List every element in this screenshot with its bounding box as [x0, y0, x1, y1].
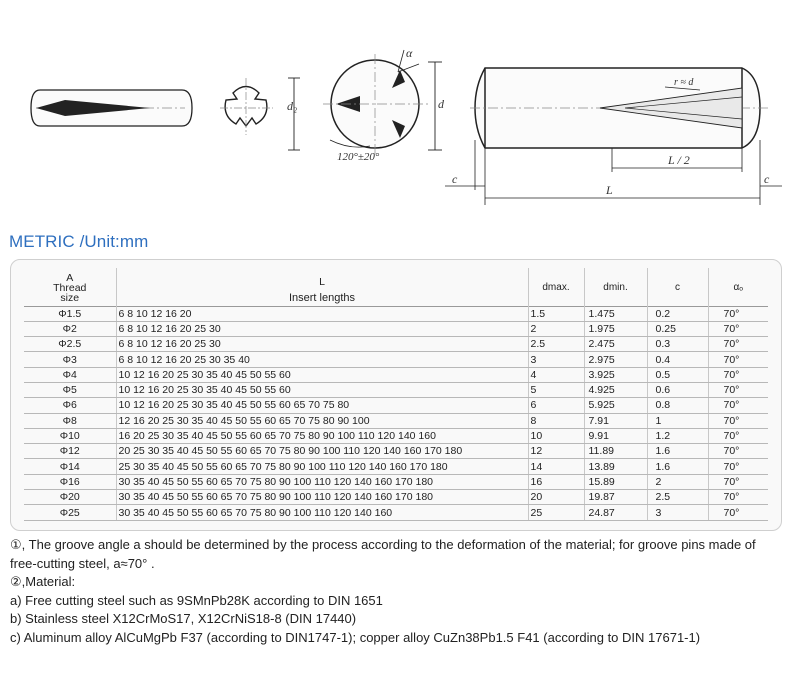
table-row	[24, 505, 768, 520]
cell-a: Φ4	[24, 367, 116, 382]
cell-l: 20 25 30 35 40 45 50 55 60 65 70 75 80 90 100 110 120 140 160 170 180	[116, 444, 528, 459]
cell-l: 30 35 40 45 50 55 60 65 70 75 80 90 100 110 120 140 160	[116, 505, 528, 520]
cell-alpha: 70°	[708, 382, 768, 397]
cell-c: 0.5	[647, 367, 708, 382]
cell-dmin: 9.91	[584, 428, 647, 443]
alpha-label: α	[406, 46, 413, 60]
cell-alpha: 70°	[708, 474, 768, 489]
cell-dmin: 19.87	[584, 490, 647, 505]
cell-a: Φ25	[24, 505, 116, 520]
cell-dmin: 2.475	[584, 337, 647, 352]
cell-dmax: 20	[528, 490, 584, 505]
cell-alpha: 70°	[708, 490, 768, 505]
table-row	[24, 382, 768, 397]
cell-c: 0.2	[647, 306, 708, 321]
cell-l: 6 8 10 12 16 20 25 30	[116, 321, 528, 336]
note-material-b: b) Stainless steel X12CrMoS17, X12CrNiS18-8 (DIN 17440)	[10, 611, 357, 626]
header-insert-lengths	[116, 268, 528, 306]
notes	[10, 536, 785, 647]
header-size: size	[60, 291, 80, 304]
cell-c: 0.4	[647, 352, 708, 367]
cell-c: 0.3	[647, 337, 708, 352]
cell-a: Φ12	[24, 444, 116, 459]
table-row	[24, 367, 768, 382]
cell-alpha: 70°	[708, 459, 768, 474]
cell-dmax: 14	[528, 459, 584, 474]
header-insert-lengths-label: Insert lengths	[288, 291, 356, 304]
c-left-label: c	[452, 172, 458, 186]
note-material-c: c) Aluminum alloy AlCuMgPb F37 (according to DIN1747-1); copper alloy CuZn38Pb1.5 F41 (according to DIN 17671-1)	[10, 629, 701, 645]
cell-dmin: 1.975	[584, 321, 647, 336]
cell-alpha: 70°	[708, 306, 768, 321]
table-row	[24, 337, 768, 352]
header-thread-size	[24, 268, 116, 306]
cell-dmax: 3	[528, 352, 584, 367]
cell-alpha: 70°	[708, 337, 768, 352]
cell-l: 30 35 40 45 50 55 60 65 70 75 80 90 100 110 120 140 160 170 180	[116, 474, 528, 489]
small-pin-side-view	[31, 90, 192, 126]
cell-dmin: 4.925	[584, 382, 647, 397]
c-right-label: c	[764, 172, 770, 186]
cell-c: 1.2	[647, 428, 708, 443]
cell-dmin: 1.475	[584, 306, 647, 321]
cell-dmax: 1.5	[528, 306, 584, 321]
cell-l: 16 20 25 30 35 40 45 50 55 60 65 70 75 80 90 100 110 120 140 160	[116, 428, 528, 443]
cell-l: 10 12 16 20 25 30 35 40 45 50 55 60	[116, 367, 528, 382]
cell-l: 6 8 10 12 16 20 25 30	[116, 337, 528, 352]
cell-a: Φ20	[24, 490, 116, 505]
cell-dmax: 2	[528, 321, 584, 336]
header-dmax: dmax.	[528, 268, 584, 306]
cell-l: 10 12 16 20 25 30 35 40 45 50 55 60	[116, 382, 528, 397]
cell-a: Φ3	[24, 352, 116, 367]
cell-a: Φ5	[24, 382, 116, 397]
cell-c: 2	[647, 474, 708, 489]
cell-c: 3	[647, 505, 708, 520]
table-row	[24, 490, 768, 505]
table-row	[24, 306, 768, 321]
cell-dmax: 10	[528, 428, 584, 443]
table-row	[24, 474, 768, 489]
spec-table	[24, 268, 768, 521]
groove-pin-drawing	[0, 0, 790, 215]
cell-dmax: 12	[528, 444, 584, 459]
header-thread: Thread	[53, 281, 87, 294]
cell-dmax: 16	[528, 474, 584, 489]
cell-alpha: 70°	[708, 367, 768, 382]
cell-dmin: 5.925	[584, 398, 647, 413]
note-material-heading: ②,Material:	[10, 574, 76, 589]
cell-a: Φ2	[24, 321, 116, 336]
table-row	[24, 459, 768, 474]
header-c: c	[647, 268, 708, 306]
cell-dmax: 6	[528, 398, 584, 413]
cell-a: Φ2.5	[24, 337, 116, 352]
radius-label: r ≈ d	[674, 77, 694, 88]
header-dmin: dmin.	[584, 268, 647, 306]
cell-dmax: 5	[528, 382, 584, 397]
section-title: METRIC /Unit:mm	[9, 232, 149, 251]
spec-table-panel	[10, 259, 782, 531]
cell-a: Φ1.5	[24, 306, 116, 321]
cell-dmax: 8	[528, 413, 584, 428]
cell-alpha: 70°	[708, 505, 768, 520]
cell-l: 25 30 35 40 45 50 55 60 65 70 75 80 90 100 110 120 140 160 170 180	[116, 459, 528, 474]
table-row	[24, 444, 768, 459]
cell-dmax: 2.5	[528, 337, 584, 352]
cell-dmin: 24.87	[584, 505, 647, 520]
half-length-label: L / 2	[668, 153, 690, 167]
cell-c: 2.5	[647, 490, 708, 505]
cell-a: Φ10	[24, 428, 116, 443]
cell-c: 1	[647, 413, 708, 428]
header-l: L	[319, 275, 325, 288]
table-row	[24, 398, 768, 413]
cell-a: Φ6	[24, 398, 116, 413]
cell-l: 6 8 10 12 16 20 25 30 35 40	[116, 352, 528, 367]
table-row	[24, 352, 768, 367]
large-pin-side-view	[445, 68, 782, 205]
d-label: d	[438, 97, 444, 111]
cell-a: Φ16	[24, 474, 116, 489]
cell-a: Φ8	[24, 413, 116, 428]
table-row	[24, 321, 768, 336]
cell-dmax: 4	[528, 367, 584, 382]
table-row	[24, 428, 768, 443]
small-pin-end-view	[220, 78, 273, 135]
cell-dmin: 15.89	[584, 474, 647, 489]
cell-dmin: 11.89	[584, 444, 647, 459]
large-end-view	[288, 50, 442, 154]
table-header-row	[24, 268, 768, 306]
note-material-a: a) Free cutting steel such as 9SMnPb28K according to DIN 1651	[10, 592, 383, 608]
cell-c: 1.6	[647, 459, 708, 474]
angle-label: 120°±20°	[337, 151, 380, 163]
cell-alpha: 70°	[708, 444, 768, 459]
table-row	[24, 413, 768, 428]
cell-c: 0.25	[647, 321, 708, 336]
cell-alpha: 70°	[708, 321, 768, 336]
cell-l: 6 8 10 12 16 20	[116, 306, 528, 321]
cell-dmin: 7.91	[584, 413, 647, 428]
cell-alpha: 70°	[708, 352, 768, 367]
cell-c: 1.6	[647, 444, 708, 459]
cell-l: 30 35 40 45 50 55 60 65 70 75 80 90 100 110 120 140 160 170 180	[116, 490, 528, 505]
cell-c: 0.6	[647, 382, 708, 397]
length-label: L	[606, 183, 613, 197]
cell-dmax: 25	[528, 505, 584, 520]
header-a: A	[66, 271, 74, 284]
cell-alpha: 70°	[708, 413, 768, 428]
cell-l: 12 16 20 25 30 35 40 45 50 55 60 65 70 75 80 90 100	[116, 413, 528, 428]
cell-l: 10 12 16 20 25 30 35 40 45 50 55 60 65 70 75 80	[116, 398, 528, 413]
d2-label: d₂	[287, 99, 298, 113]
cell-c: 0.8	[647, 398, 708, 413]
cell-a: Φ14	[24, 459, 116, 474]
cell-dmin: 13.89	[584, 459, 647, 474]
table-body	[24, 306, 768, 520]
cell-alpha: 70°	[708, 398, 768, 413]
header-alpha: αₒ	[708, 268, 768, 306]
note-groove-angle: ①, The groove angle a should be determined by the process according to the deformation of the material; for groove pins made of free-cutting steel, a≈70° .	[10, 537, 756, 571]
cell-dmin: 3.925	[584, 367, 647, 382]
cell-dmin: 2.975	[584, 352, 647, 367]
cell-alpha: 70°	[708, 428, 768, 443]
